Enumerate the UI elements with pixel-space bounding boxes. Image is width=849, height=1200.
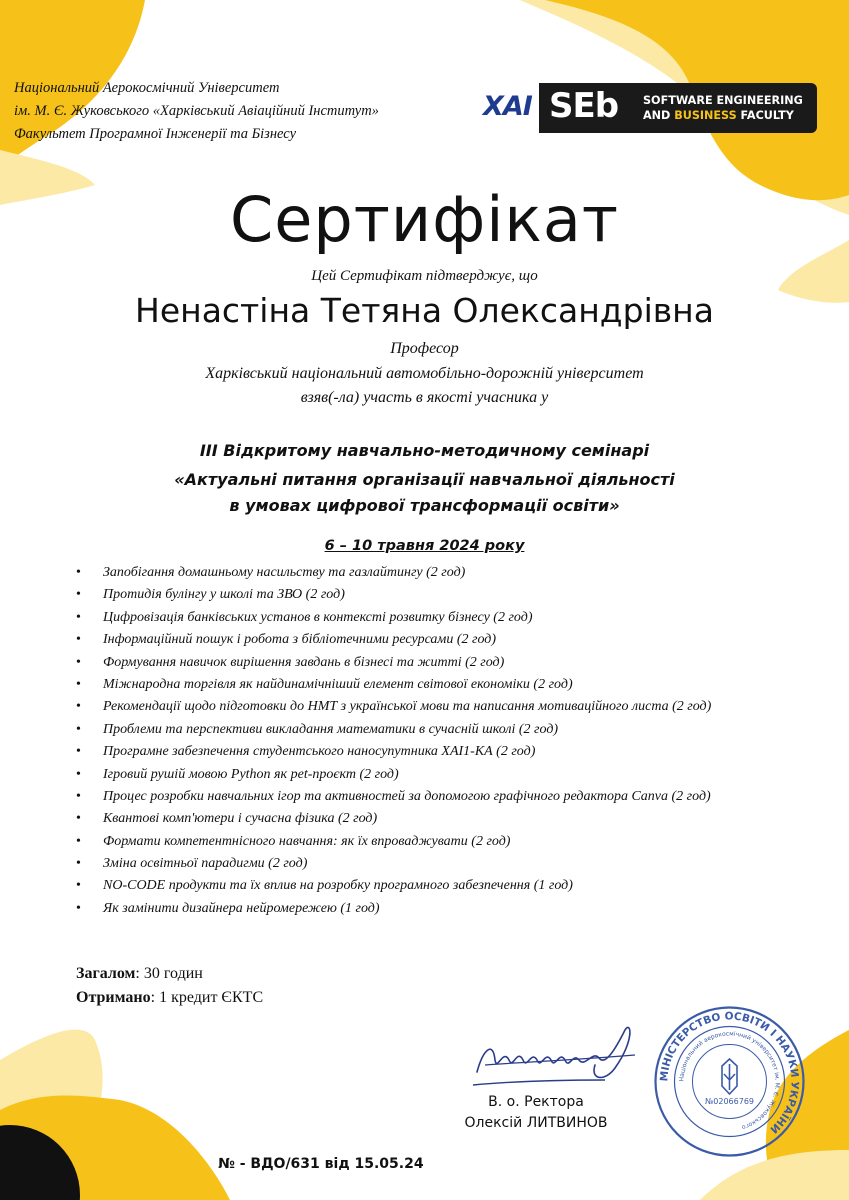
participation-text: взяв(-ла) участь в якості учасника у: [300, 389, 549, 406]
list-item: • Інформаційний пошук і робота з бібліотечними ресурсами (2 год): [76, 629, 711, 651]
signatory-role: В. о. Ректора: [488, 1094, 584, 1110]
list-item: • Як замінити дизайнера нейромережею (1 год): [76, 898, 711, 920]
faculty-name-line-2: AND BUSINESS FACULTY: [643, 109, 794, 122]
list-item: • Програмне забезпечення студентського наносупутника ХАІ1-КА (2 год): [76, 741, 711, 763]
faculty-name-line-1: SOFTWARE ENGINEERING: [643, 94, 803, 107]
svg-text:№02066769: №02066769: [704, 1097, 755, 1106]
seminar-title-line-1: ІІІ Відкритому навчально-методичному семінарі: [199, 441, 650, 460]
list-item: • Зміна освітньої парадигми (2 год): [76, 853, 711, 875]
document-number: № - ВДО/631 від 15.05.24: [218, 1156, 424, 1172]
svg-text:Національний аерокосмічний уні: Національний аерокосмічний університет ім. М. Є. Жуковського: [678, 1030, 781, 1131]
recipient-organization: Харківський національний автомобільно-дорожній університет: [205, 365, 644, 382]
seminar-title-line-2: «Актуальні питання організації навчальної діяльності: [174, 470, 675, 489]
institution-line-3: Факультет Програмної Інженерії та Бізнесу: [14, 126, 297, 142]
list-item: • Рекомендації щодо підготовки до НМТ з української мови та написання мотиваційного листа (2 год): [76, 696, 711, 718]
recipient-name: Ненастіна Тетяна Олександрівна: [135, 291, 714, 330]
signatory-block: [456, 1092, 616, 1134]
institution-line-1: Національний Аерокосмічний Університет: [14, 80, 280, 96]
svg-text:МІНІСТЕРСТВО ОСВІТИ І НАУКИ УК: МІНІСТЕРСТВО ОСВІТИ І НАУКИ УКРАЇНИ: [658, 1010, 801, 1136]
institution-header: [14, 77, 379, 146]
topics-list: [76, 562, 711, 920]
list-item: • Міжнародна торгівля як найдинамічніший елемент світової економіки (2 год): [76, 674, 711, 696]
confirm-text: Цей Сертифікат підтверджує, що: [311, 268, 538, 284]
seminar-title-line-3: в умовах цифрової трансформації освіти»: [229, 496, 620, 515]
list-item: • Проблеми та перспективи викладання математики в сучасній школі (2 год): [76, 719, 711, 741]
list-item: • NO-CODE продукти та їх вплив на розробку програмного забезпечення (1 год): [76, 875, 711, 897]
list-item: • Ігровий рушій мовою Python як pet-проєкт (2 год): [76, 764, 711, 786]
signatory-name: Олексій ЛИТВИНОВ: [464, 1115, 608, 1131]
seminar-dates: 6 – 10 травня 2024 року: [324, 538, 525, 554]
list-item: • Цифровізація банківських установ в контексті розвитку бізнесу (2 год): [76, 607, 711, 629]
credit-summary: [76, 962, 263, 1010]
recipient-position: Професор: [390, 340, 459, 357]
faculty-logo: [481, 83, 817, 133]
institution-line-2: ім. М. Є. Жуковського «Харківський Авіаційний Інститут»: [14, 103, 379, 119]
list-item: • Протидія булінгу у школі та ЗВО (2 год): [76, 584, 711, 606]
list-item: • Квантові комп'ютери і сучасна фізика (2 год): [76, 808, 711, 830]
seb-logo-text: SEb: [549, 86, 619, 126]
list-item: • Формати компетентнісного навчання: як їх впроваджувати (2 год): [76, 831, 711, 853]
total-hours: Загалом: 30 годин: [76, 965, 203, 982]
credits-received: Отримано: 1 кредит ЄКТС: [76, 989, 264, 1006]
list-item: • Процес розробки навчальних ігор та активностей за допомогою графічного редактора Canva (2 год): [76, 786, 711, 808]
xai-logo-text: XAI: [483, 91, 532, 122]
rector-signature: [465, 1010, 645, 1095]
official-stamp: [652, 1004, 807, 1159]
xai-logo: [481, 83, 539, 133]
seb-logo: [539, 83, 817, 133]
list-item: • Запобігання домашньому насильству та газлайтингу (2 год): [76, 562, 711, 584]
certificate-title: Сертифікат: [230, 183, 619, 256]
faculty-name: [643, 93, 803, 123]
list-item: • Формування навичок вирішення завдань в бізнесі та житті (2 год): [76, 652, 711, 674]
